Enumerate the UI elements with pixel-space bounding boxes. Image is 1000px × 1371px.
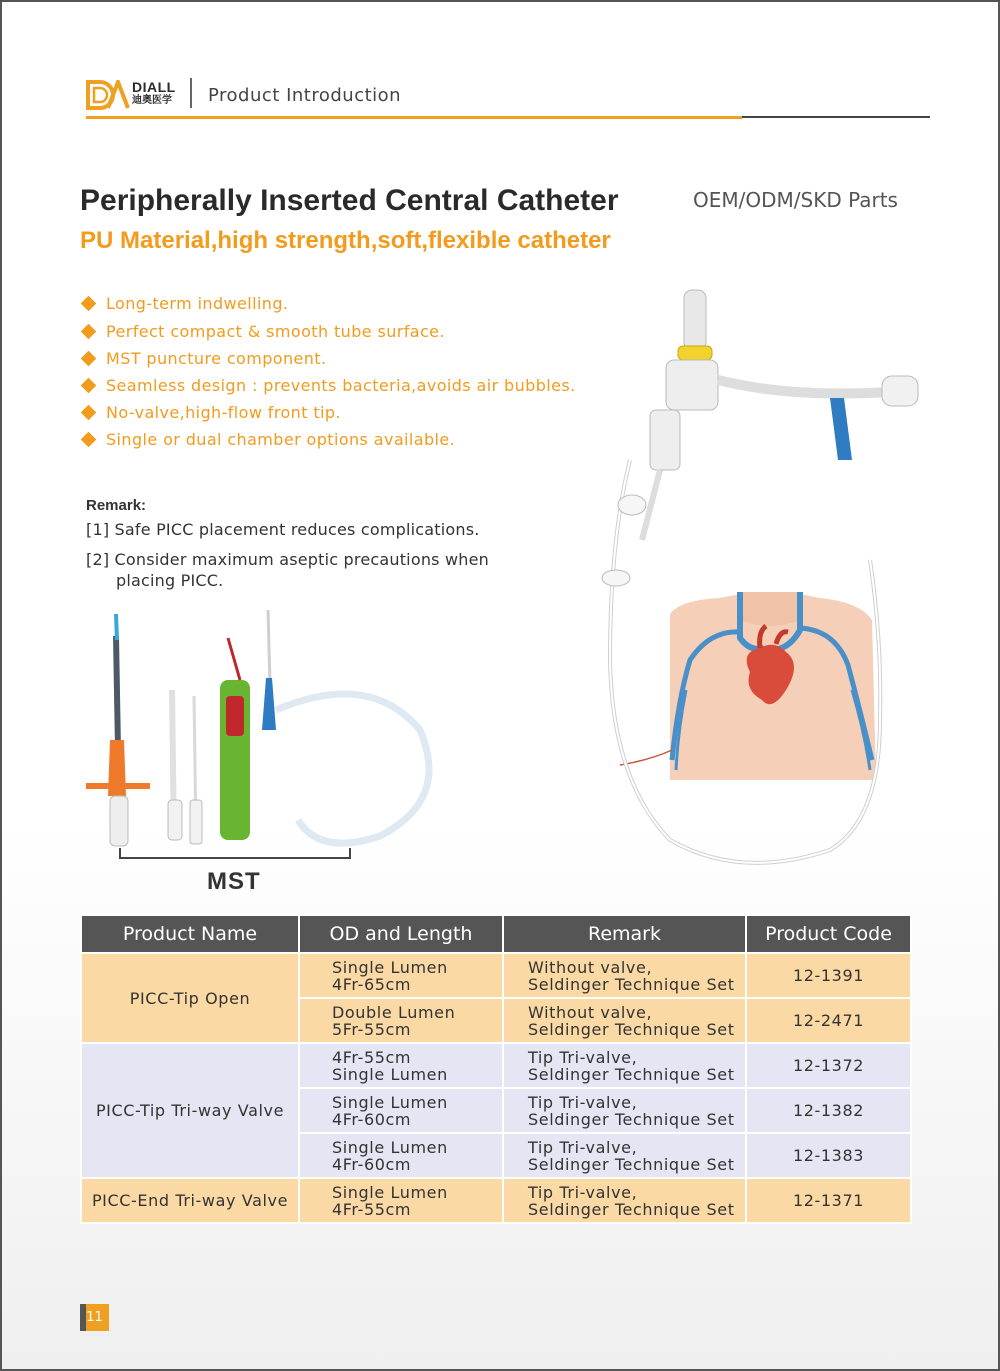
feature-text: No-valve,high-flow front tip.: [106, 403, 341, 422]
product-code-cell: 12-2471: [746, 998, 911, 1043]
feature-item: [80, 345, 576, 372]
remark-line: Seldinger Technique Set: [528, 1064, 735, 1084]
od-line: Single Lumen: [332, 1182, 448, 1202]
remark-cell: [503, 1043, 746, 1088]
remark-line: Seldinger Technique Set: [528, 974, 735, 994]
feature-item: [80, 426, 576, 453]
header-title: Product Introduction: [208, 85, 402, 106]
mst-kit-illustration: [80, 600, 440, 880]
feature-item: [80, 372, 576, 399]
od-length-cell: [299, 998, 503, 1043]
page-header: [86, 76, 930, 120]
remark-heading: Remark:: [86, 497, 147, 514]
table-row: [81, 1178, 911, 1223]
product-name-cell: PICC-End Tri-way Valve: [81, 1178, 299, 1223]
remark-cell: [503, 1178, 746, 1223]
product-code-cell: 12-1383: [746, 1133, 911, 1178]
product-name-cell: PICC-Tip Tri-way Valve: [81, 1043, 299, 1178]
od-line: Single Lumen: [332, 1137, 448, 1157]
remark-line: Tip Tri-valve,: [528, 1047, 638, 1067]
column-header-remark: Remark: [503, 915, 746, 953]
diamond-bullet-icon: [81, 405, 97, 421]
header-rule-orange: [86, 116, 742, 119]
product-code-cell: 12-1371: [746, 1178, 911, 1223]
product-code-cell: 12-1391: [746, 953, 911, 998]
od-line: 4Fr-55cm: [332, 1047, 412, 1067]
od-line: 4Fr-65cm: [332, 974, 412, 994]
logo-english: DIALL: [132, 79, 176, 95]
torso-image: [620, 592, 876, 780]
remark-line: Without valve,: [528, 1002, 653, 1022]
od-line: Double Lumen: [332, 1002, 456, 1022]
column-header-product-code: Product Code: [746, 915, 911, 953]
od-length-cell: [299, 1088, 503, 1133]
header-rule-dark: [742, 116, 930, 118]
remark-cell: [503, 953, 746, 998]
feature-text: Seamless design : prevents bacteria,avoids air bubbles.: [106, 376, 576, 395]
remark-cell: [503, 1133, 746, 1178]
product-code-cell: 12-1372: [746, 1043, 911, 1088]
diamond-bullet-icon: [81, 378, 97, 394]
od-length-cell: [299, 1043, 503, 1088]
table-row: [81, 1043, 911, 1088]
oem-label: OEM/ODM/SKD Parts: [693, 188, 898, 212]
remark-line: Seldinger Technique Set: [528, 1154, 735, 1174]
remark-line: Seldinger Technique Set: [528, 1199, 735, 1219]
od-line: 4Fr-60cm: [332, 1154, 412, 1174]
od-line: Single Lumen: [332, 1064, 448, 1084]
od-line: Single Lumen: [332, 1092, 448, 1112]
od-line: 5Fr-55cm: [332, 1019, 412, 1039]
page-number: 11: [80, 1304, 109, 1331]
feature-item: [80, 399, 576, 426]
od-line: 4Fr-60cm: [332, 1109, 412, 1129]
feature-text: Single or dual chamber options available.: [106, 430, 456, 449]
logo-chinese: 迪奥医学: [132, 95, 172, 106]
od-length-cell: [299, 1178, 503, 1223]
feature-item: [80, 318, 576, 345]
feature-text: Long-term indwelling.: [106, 293, 289, 313]
diamond-bullet-icon: [81, 351, 97, 367]
column-header-product-name: Product Name: [81, 915, 299, 953]
product-table: [80, 914, 912, 1224]
diamond-bullet-icon: [81, 295, 97, 311]
page-subtitle: PU Material,high strength,soft,flexible catheter: [80, 227, 611, 254]
table-header-row: [81, 915, 911, 953]
remark-line: Seldinger Technique Set: [528, 1019, 735, 1039]
diall-logo-icon: [86, 80, 130, 110]
page-title: Peripherally Inserted Central Catheter: [80, 184, 619, 217]
product-code-cell: 12-1382: [746, 1088, 911, 1133]
table-row: [81, 953, 911, 998]
od-line: Single Lumen: [332, 957, 448, 977]
catheter-hub: [602, 290, 918, 586]
remark-item: [2] Consider maximum aseptic precautions when placing PICC.: [86, 550, 489, 590]
feature-item: [80, 288, 576, 318]
diamond-bullet-icon: [81, 324, 97, 340]
od-length-cell: [299, 953, 503, 998]
mst-label: MST: [207, 868, 261, 895]
logo-text: [132, 80, 176, 108]
remark-line: Tip Tri-valve,: [528, 1092, 638, 1112]
remark-line: Without valve,: [528, 957, 653, 977]
page-number-accent: [80, 1304, 86, 1331]
remark-line: Tip Tri-valve,: [528, 1182, 638, 1202]
diamond-bullet-icon: [81, 432, 97, 448]
column-header-od-length: OD and Length: [299, 915, 503, 953]
remark-item: [1] Safe PICC placement reduces complications.: [86, 520, 480, 539]
od-length-cell: [299, 1133, 503, 1178]
feature-list: [80, 288, 576, 453]
remark-line: Tip Tri-valve,: [528, 1137, 638, 1157]
picc-catheter-illustration: [590, 280, 920, 870]
remark-line: Seldinger Technique Set: [528, 1109, 735, 1129]
od-line: 4Fr-55cm: [332, 1199, 412, 1219]
header-divider: [190, 78, 192, 108]
remark-cell: [503, 998, 746, 1043]
remark-cell: [503, 1088, 746, 1133]
feature-text: MST puncture component.: [106, 349, 327, 368]
feature-text: Perfect compact & smooth tube surface.: [106, 322, 445, 341]
product-name-cell: PICC-Tip Open: [81, 953, 299, 1043]
